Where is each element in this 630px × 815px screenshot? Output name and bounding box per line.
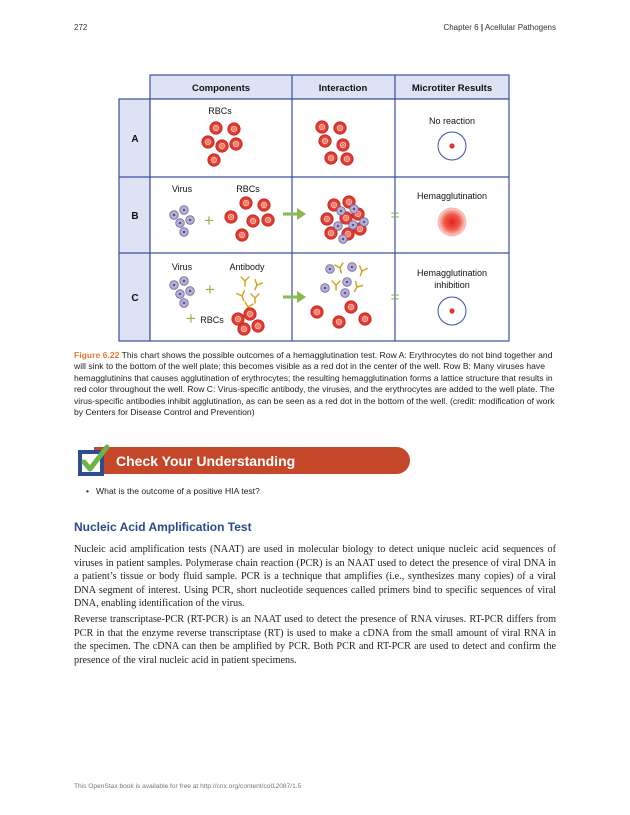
col-header-results: Microtiter Results xyxy=(411,83,493,94)
row-c-rbcs-label: RBCs xyxy=(200,315,224,325)
col-header-components: Components xyxy=(191,83,251,94)
row-c-plus-sign-rbcs: + xyxy=(186,309,196,328)
row-a-result-label: No reaction xyxy=(428,116,476,126)
body-paragraph-2: Reverse transcriptase-PCR (RT-PCR) is an NAAT used to detect the presence of RNA viruses. RT-PCR differs from PCR in that the enzyme reverse transcriptase (RT) is used to make a cDNA from the small amount of viral RNA in the specimen. The cDNA can then be amplified by PCR. Both PCR and RT-PCR are used to detect and confirm the presence of the viral nucleic acid in patient specimens. xyxy=(74,614,556,666)
figure-caption-text: This chart shows the possible outcomes of a hemagglutination test. Row A: Erythrocytes do not bind together and will sink to the bottom of the well plate; this becomes visible as a red dot in the center of the well. Row B: Many viruses have hemagglutinins that causes agglutination of erythrocytes; the resulting hemagglutination forms a lattice structure that results in red color throughout the well. Row C: Virus-specific antibody, the viruses, and the erythrocytes are added to the well plate. The virus-specific antibodies inhibit agglutination, as can be seen as a red dot in the bottom of the well. (credit: modification of work by Centers for Disease Control and Prevention) xyxy=(74,350,555,418)
header-separator: | xyxy=(480,23,484,32)
row-b-virus-label: Virus xyxy=(171,184,193,194)
figure-caption xyxy=(74,350,556,418)
row-c-plus-sign: + xyxy=(205,280,215,299)
question-text: What is the outcome of a positive HIA test? xyxy=(96,486,260,496)
row-c-virus-label: Virus xyxy=(171,262,193,272)
hemagglutination-figure xyxy=(118,74,510,342)
row-b-result-label: Hemagglutination xyxy=(416,191,488,201)
row-b-plus-sign: + xyxy=(204,211,214,230)
section-heading: Nucleic Acid Amplification Test xyxy=(74,520,252,534)
row-label-a: A xyxy=(131,134,139,145)
row-b-equals-sign: = xyxy=(390,207,400,224)
row-c-well xyxy=(438,297,466,325)
row-label-b: B xyxy=(131,211,139,222)
check-understanding-banner xyxy=(76,444,412,479)
chapter-title: Acellular Pathogens xyxy=(484,23,556,32)
check-understanding-title: Check Your Understanding xyxy=(116,453,296,469)
page-number: 272 xyxy=(74,23,88,32)
row-c-equals-sign: = xyxy=(390,289,400,306)
row-a-well xyxy=(438,132,466,160)
row-label-c: C xyxy=(131,293,139,304)
figure-label: Figure 6.22 xyxy=(74,350,120,360)
running-header xyxy=(443,23,556,32)
body-paragraph-1: Nucleic acid amplification tests (NAAT) are used in molecular biology to detect unique nucleic acid sequences of viruses in patient samples. Polymerase chain reaction (PCR) is an NAAT used to detect the presence of viral DNA in a patient’s tissue or body fluid sample. PCR is a technique that amplifies (i.e., synthesizes many copies) of a viral DNA segment of interest. Using PCR, short nucleotide sequences called primers bind to specific sequences of viral DNA, enabling identification of the virus. xyxy=(74,544,556,610)
bullet-icon: • xyxy=(86,486,90,496)
question-item xyxy=(86,486,260,496)
chapter-number: Chapter 6 xyxy=(443,23,479,32)
col-header-interaction: Interaction xyxy=(318,83,368,94)
row-b-well xyxy=(438,208,466,236)
checkbox-check-icon xyxy=(76,444,110,478)
row-a-rbcs-label: RBCs xyxy=(208,106,232,116)
page-footer: This OpenStax book is available for free at http://cnx.org/content/col12087/1.5 xyxy=(74,783,302,790)
row-b-rbcs-label: RBCs xyxy=(236,184,260,194)
row-c-antibody-label: Antibody xyxy=(229,262,265,272)
row-c-result-label-line1: Hemagglutination xyxy=(416,268,488,278)
row-c-result-label-line2: inhibition xyxy=(434,280,470,290)
